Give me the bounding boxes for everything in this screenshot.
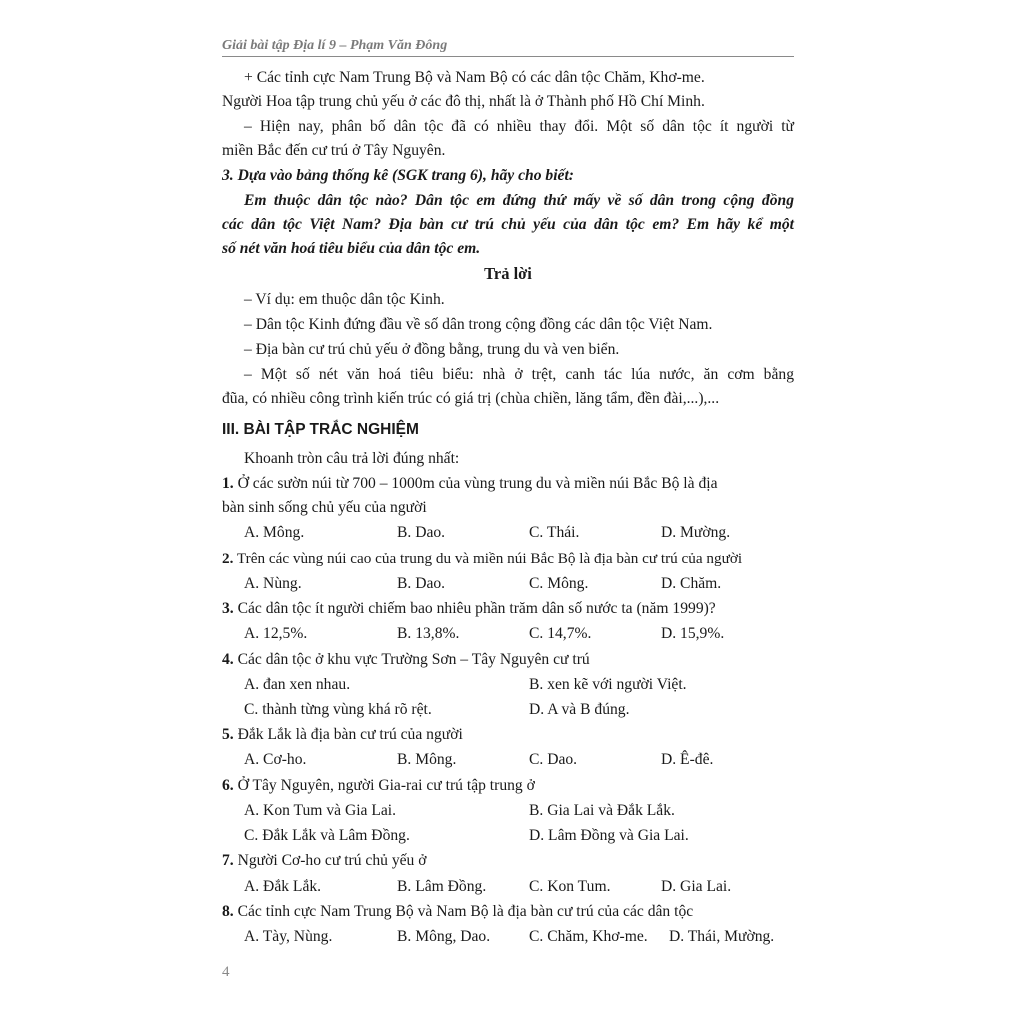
question-number: 6.: [222, 777, 234, 794]
quiz-option[interactable]: B. Dao.: [397, 524, 446, 541]
quiz-option[interactable]: C. 14,7%.: [529, 625, 592, 642]
question-text: Ở Tây Nguyên, người Gia-rai cư trú tập trung ở: [237, 777, 535, 794]
quiz-question: [222, 474, 794, 494]
quiz-option[interactable]: D. Chăm.: [661, 575, 722, 592]
quiz-question: [222, 902, 794, 922]
page-number: 4: [222, 964, 230, 980]
quiz-option[interactable]: A. 12,5%.: [244, 625, 308, 642]
quiz-option[interactable]: B. Mông, Dao.: [397, 928, 491, 945]
answer-heading: Trả lời: [484, 264, 532, 283]
answer-line: – Địa bàn cư trú chủ yếu ở đồng bằng, trung du và ven biển.: [244, 341, 620, 358]
question-text: Đắk Lắk là địa bàn cư trú của người: [237, 726, 463, 743]
quiz-option[interactable]: A. Cơ-ho.: [244, 751, 307, 768]
quiz-option[interactable]: B. Lâm Đồng.: [397, 878, 487, 895]
intro-line: Người Hoa tập trung chủ yếu ở các đô thị, nhất là ở Thành phố Hồ Chí Minh.: [222, 93, 705, 110]
question-text: Các tỉnh cực Nam Trung Bộ và Nam Bộ là địa bàn cư trú của các dân tộc: [237, 903, 694, 920]
quiz-option[interactable]: A. Đắk Lắk.: [244, 878, 322, 895]
quiz-option[interactable]: B. xen kẽ với người Việt.: [529, 676, 687, 693]
running-header: Giải bài tập Địa lí 9 – Phạm Văn Đông: [222, 37, 794, 57]
quiz-question: [222, 725, 794, 745]
quiz-option[interactable]: C. Đắk Lắk và Lâm Đồng.: [244, 827, 410, 844]
quiz-option[interactable]: D. Thái, Mường.: [669, 928, 775, 945]
quiz-option[interactable]: D. Gia Lai.: [661, 878, 732, 895]
quiz-option[interactable]: B. 13,8%.: [397, 625, 460, 642]
quiz-question: [222, 650, 794, 670]
answer-line: – Ví dụ: em thuộc dân tộc Kinh.: [244, 291, 445, 308]
quiz-option[interactable]: A. Tày, Nùng.: [244, 928, 333, 945]
quiz-option[interactable]: C. Chăm, Khơ-me.: [529, 928, 648, 945]
answer-line: – Dân tộc Kinh đứng đầu về số dân trong cộng đồng các dân tộc Việt Nam.: [244, 316, 713, 333]
question-text: Ở các sườn núi từ 700 – 1000m của vùng trung du và miền núi Bắc Bộ là địa: [237, 475, 718, 492]
intro-line: – Hiện nay, phân bố dân tộc đã có nhiều thay đổi. Một số dân tộc ít người từ: [244, 118, 794, 135]
quiz-option[interactable]: B. Dao.: [397, 575, 446, 592]
question-text: Người Cơ-ho cư trú chủ yếu ở: [237, 852, 427, 869]
quiz-option[interactable]: D. A và B đúng.: [529, 701, 630, 718]
quiz-question: [222, 599, 794, 619]
quiz-option[interactable]: A. Nùng.: [244, 575, 302, 592]
quiz-option[interactable]: B. Gia Lai và Đắk Lắk.: [529, 802, 675, 819]
question-number: 8.: [222, 903, 234, 920]
question-text: Các dân tộc ít người chiếm bao nhiêu phần trăm dân số nước ta (năm 1999)?: [237, 600, 716, 617]
quiz-option[interactable]: D. Ê-đê.: [661, 751, 714, 768]
question-number: 1.: [222, 475, 234, 492]
intro-line: miền Bắc đến cư trú ở Tây Nguyên.: [222, 142, 446, 159]
question-3-line: Em thuộc dân tộc nào? Dân tộc em đứng thứ mấy về số dân trong cộng đồng: [244, 192, 794, 209]
question-3-title: 3. Dựa vào bảng thống kê (SGK trang 6), hãy cho biết:: [222, 167, 574, 184]
quiz-option[interactable]: C. Mông.: [529, 575, 589, 592]
quiz-option[interactable]: D. Lâm Đồng và Gia Lai.: [529, 827, 689, 844]
quiz-option[interactable]: D. Mường.: [661, 524, 731, 541]
quiz-option[interactable]: C. thành từng vùng khá rõ rệt.: [244, 701, 432, 718]
section-title: III. BÀI TẬP TRẮC NGHIỆM: [222, 421, 419, 438]
question-text: Các dân tộc ở khu vực Trường Sơn – Tây Nguyên cư trú: [237, 651, 590, 668]
question-3-line: số nét văn hoá tiêu biểu của dân tộc em.: [222, 240, 481, 257]
quiz-option[interactable]: D. 15,9%.: [661, 625, 725, 642]
question-text: Trên các vùng núi cao của trung du và miền núi Bắc Bộ là địa bàn cư trú của người: [236, 550, 743, 567]
quiz-option[interactable]: A. Mông.: [244, 524, 305, 541]
quiz-question: [222, 776, 794, 796]
question-number: 3.: [222, 600, 234, 617]
quiz-option[interactable]: C. Kon Tum.: [529, 878, 611, 895]
quiz-question: [222, 851, 794, 871]
question-3-line: các dân tộc Việt Nam? Địa bàn cư trú chủ yếu của dân tộc em? Em hãy kể một: [222, 216, 794, 233]
quiz-option[interactable]: A. đan xen nhau.: [244, 676, 351, 693]
answer-line: – Một số nét văn hoá tiêu biểu: nhà ở trệt, canh tác lúa nước, ăn cơm bằng: [244, 366, 794, 383]
quiz-option[interactable]: A. Kon Tum và Gia Lai.: [244, 802, 397, 819]
question-number: 5.: [222, 726, 234, 743]
quiz-option[interactable]: B. Mông.: [397, 751, 457, 768]
quiz-option[interactable]: C. Thái.: [529, 524, 580, 541]
section-instruction: Khoanh tròn câu trả lời đúng nhất:: [244, 450, 460, 467]
intro-line: + Các tỉnh cực Nam Trung Bộ và Nam Bộ có các dân tộc Chăm, Khơ-me.: [244, 69, 705, 86]
quiz-question: [222, 549, 794, 569]
answer-line: đũa, có nhiều công trình kiến trúc có giá trị (chùa chiền, lăng tẩm, đền đài,...),...: [222, 390, 720, 407]
question-number: 4.: [222, 651, 234, 668]
question-number: 2.: [222, 550, 234, 567]
question-number: 7.: [222, 852, 234, 869]
quiz-option[interactable]: C. Dao.: [529, 751, 578, 768]
quiz-question-cont: bàn sinh sống chủ yếu của người: [222, 499, 427, 516]
